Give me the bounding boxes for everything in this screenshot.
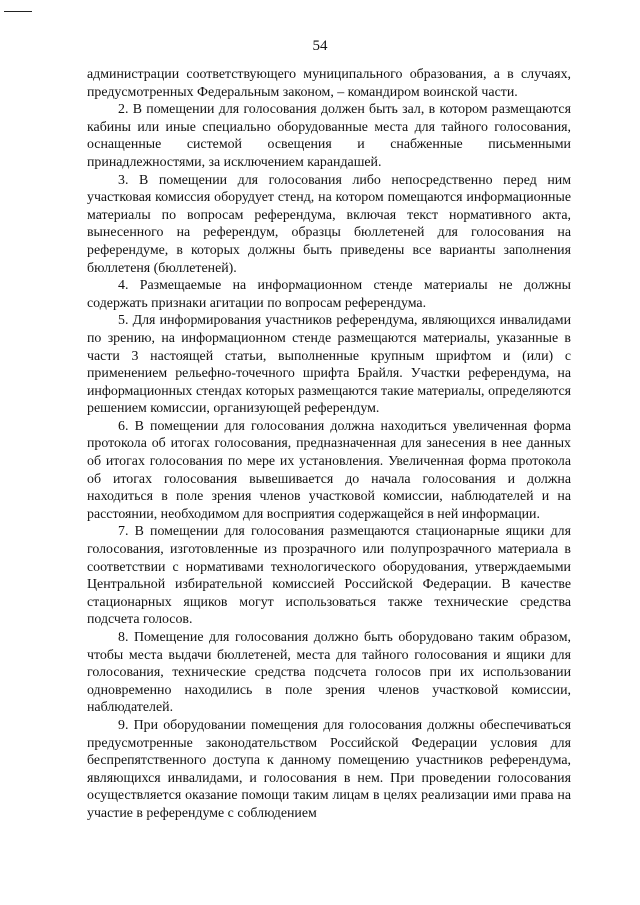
document-body [87,66,571,823]
paragraph-7: 7. В помещении для голосования размещаются стационарные ящики для голосования, изготовленные из прозрачного или полупрозрачного материала в соответствии с нормативами технологического оборудования, утверждаемыми Центральной избирательной комиссией Российской Федерации. В качестве стационарных ящиков могут использоваться также технические средства подсчета голосов. [87,524,571,628]
paragraph-6: 6. В помещении для голосования должна находиться увеличенная форма протокола об итогах голосования, предназначенная для занесения в нее данных об итогах голосования по мере их установления. Увеличенная форма протокола об итогах голосования вывешивается до начала голосования и должна находиться в поле зрения членов участковой комиссии, наблюдателей и на расстоянии, необходимом для восприятия содержащейся в ней информации. [87,418,571,522]
paragraph-3: 3. В помещении для голосования либо непосредственно перед ним участковая комиссия оборудует стенд, на котором помещаются информационные материалы по вопросам референдума, включая текст нормативного акта, вынесенного на референдум, образцы бюллетеней для голосования на референдуме, в которых должны быть приведены все варианты заполнения бюллетеня (бюллетеней). [87,172,571,276]
paragraph-8: 8. Помещение для голосования должно быть оборудовано таким образом, чтобы места выдачи бюллетеней, места для тайного голосования и ящики для голосования, технические средства подсчета голосов при их использовании одновременно находились в поле зрения членов участковой комиссии, наблюдателей. [87,630,571,716]
paragraph-9: 9. При оборудовании помещения для голосования должны обеспечиваться предусмотренные законодательством Российской Федерации условия для беспрепятственного доступа к данному помещению участников референдума, являющихся инвалидами, и голосования в нем. При проведении голосования осуществляется оказание помощи таким лицам в целях реализации ими права на участие в референдуме с соблюдением [87,717,571,821]
page-number: 54 [312,38,328,54]
paragraph-2: 2. В помещении для голосования должен быть зал, в котором размещаются кабины или иные специально оборудованные места для тайного голосования, оснащенные системой освещения и снабженные письменными принадлежностями, за исключением карандашей. [87,102,571,170]
paragraph-continuation: администрации соответствующего муниципального образования, а в случаях, предусмотренных Федеральным законом, – командиром воинской части. [87,67,571,100]
corner-mark-line [4,11,32,12]
paragraph-4: 4. Размещаемые на информационном стенде материалы не должны содержать признаки агитации по вопросам референдума. [87,278,571,311]
paragraph-5: 5. Для информирования участников референдума, являющихся инвалидами по зрению, на информационном стенде размещаются материалы, указанные в части 3 настоящей статьи, выполненные крупным шрифтом и (или) с применением рельефно-точечного шрифта Брайля. Участки референдума, на информационных стендах которых размещаются такие материалы, определяются решением комиссии, организующей референдум. [87,313,571,417]
